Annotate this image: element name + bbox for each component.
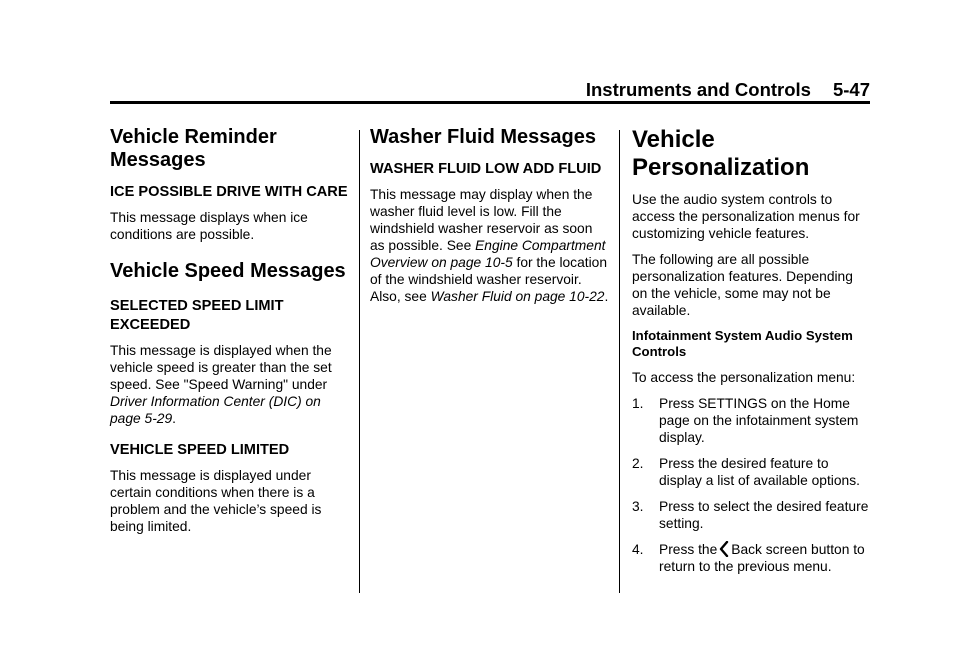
paragraph-ice: This message displays when ice conditions are possible. xyxy=(110,210,308,242)
step-text: Press to select the desired feature setting. xyxy=(659,499,869,531)
header-rule xyxy=(110,101,870,104)
subheading-ice-possible: ICE POSSIBLE DRIVE WITH CARE xyxy=(110,184,348,200)
column-divider xyxy=(619,130,620,593)
step-number: 3. xyxy=(632,499,644,514)
list-item xyxy=(632,498,872,532)
paragraph-text: for the location of the windshield washer reservoir. Also, see xyxy=(370,255,608,304)
paragraph-speed-limit xyxy=(110,342,355,427)
paragraph-text: . xyxy=(172,411,176,426)
page-header xyxy=(110,78,870,102)
heading-vehicle-personalization: Vehicle Personalization xyxy=(632,126,810,181)
paragraph-text: This message is displayed when the vehicle speed is greater than the set speed. See "Speed Warning" under xyxy=(110,343,332,392)
paragraph-washer-fluid xyxy=(370,186,610,305)
step-text: Press SETTINGS on the Home page on the infotainment system display. xyxy=(659,396,859,445)
subheading-washer-fluid-low: WASHER FLUID LOW ADD FLUID xyxy=(370,161,602,177)
heading-washer-fluid-messages: Washer Fluid Messages xyxy=(370,126,596,148)
cross-reference-engine-compartment: Engine Compartment Overview on page 10-5 xyxy=(370,238,606,270)
step-number: 2. xyxy=(632,456,644,471)
list-item xyxy=(632,455,872,489)
list-item xyxy=(632,395,872,446)
paragraph-text: . xyxy=(604,289,609,304)
page-number: 5-47 xyxy=(832,79,870,100)
column-right xyxy=(632,126,872,584)
step-text: Press the desired feature to display a list of available options. xyxy=(659,456,860,488)
back-chevron-icon xyxy=(718,541,730,557)
section-title: Instruments and Controls xyxy=(585,79,811,100)
step-text: Back screen button to return to the previous menu. xyxy=(659,542,865,574)
column-left xyxy=(110,126,355,535)
subheading-vehicle-speed-limited: VEHICLE SPEED LIMITED xyxy=(110,442,290,458)
paragraph-speed-limited: This message is displayed under certain conditions when there is a problem and the vehicle’s speed is being limited. xyxy=(110,468,322,534)
step-text: Press the xyxy=(659,542,718,557)
steps-list xyxy=(632,395,872,575)
column-divider xyxy=(359,130,360,593)
cross-reference-washer-fluid: Washer Fluid on page 10-22 xyxy=(430,289,605,304)
column-middle xyxy=(370,126,610,305)
paragraph-access: To access the personalization menu: xyxy=(632,370,856,385)
paragraph-intro: Use the audio system controls to access the personalization menus for customizing vehicle features. xyxy=(632,192,860,241)
step-number: 4. xyxy=(632,542,644,557)
paragraph-text: This message may display when the washer fluid level is low. Fill the windshield washer reservoir as soon as possible. See xyxy=(370,187,593,253)
list-item xyxy=(632,541,872,575)
subheading-speed-limit-exceeded: SELECTED SPEED LIMIT EXCEEDED xyxy=(110,298,284,333)
cross-reference-dic: Driver Information Center (DIC) on page 5-29 xyxy=(110,394,321,426)
heading-vehicle-speed-messages: Vehicle Speed Messages xyxy=(110,260,346,282)
paragraph-features: The following are all possible personalization features. Depending on the vehicle, some may not be available. xyxy=(632,252,853,318)
step-number: 1. xyxy=(632,396,644,411)
subheading-infotainment-controls: Infotainment System Audio System Controls xyxy=(632,328,853,359)
heading-vehicle-reminder-messages: Vehicle Reminder Messages xyxy=(110,126,277,171)
